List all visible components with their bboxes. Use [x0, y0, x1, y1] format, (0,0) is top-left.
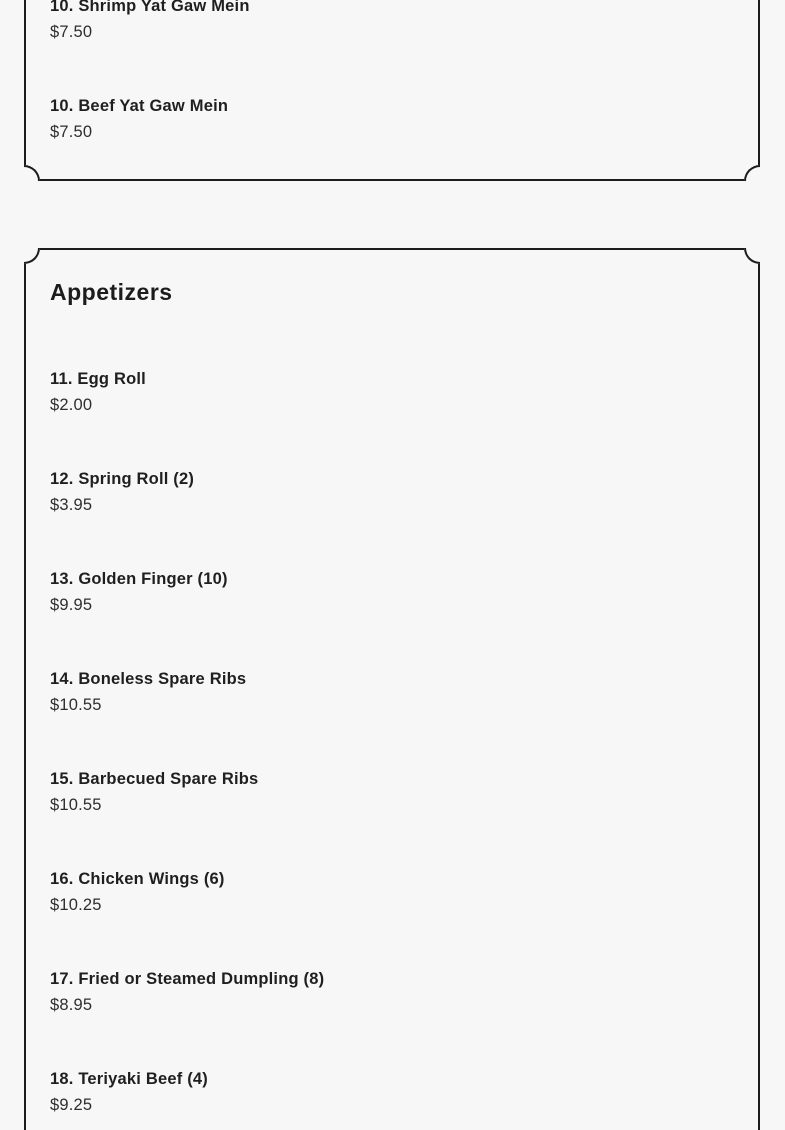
frame-edge-left: [24, 0, 26, 165]
frame-edge-bottom: [40, 179, 744, 181]
frame-edge-right: [758, 0, 760, 165]
menu-item: [50, 1069, 734, 1115]
menu-item: [50, 569, 734, 615]
menu-item: [50, 0, 734, 42]
menu-item-name: 14. Boneless Spare Ribs: [50, 670, 247, 688]
frame-corner-notch-top-right: [744, 248, 760, 264]
menu-item: [50, 369, 734, 415]
frame-edge-right: [758, 264, 760, 1130]
menu-item-name: 11. Egg Roll: [50, 370, 146, 388]
section-item-list: [50, 369, 734, 1115]
menu-item-name: 18. Teriyaki Beef (4): [50, 1070, 208, 1088]
menu-section-card: [24, 248, 760, 1130]
menu-item-name: 13. Golden Finger (10): [50, 570, 228, 588]
menu-item-name: 16. Chicken Wings (6): [50, 870, 225, 888]
section-title: Appetizers: [50, 279, 173, 305]
menu-item-price: $2.00: [50, 396, 93, 414]
menu-item-price: $9.95: [50, 596, 93, 614]
menu-item-price: $10.55: [50, 696, 102, 714]
menu-item-price: $7.50: [50, 23, 93, 41]
menu-item: [50, 869, 734, 915]
frame-corner-notch-bottom-right: [744, 165, 760, 181]
menu-item-price: $7.50: [50, 123, 93, 141]
frame-edge-top: [40, 248, 744, 250]
menu-item-price: $9.25: [50, 1096, 93, 1114]
frame-corner-notch-bottom-left: [24, 165, 40, 181]
menu-item-name: 10. Beef Yat Gaw Mein: [50, 97, 229, 115]
menu-section-card: [24, 0, 760, 181]
menu-item-price: $10.25: [50, 896, 102, 914]
menu-item-name: 10. Shrimp Yat Gaw Mein: [50, 0, 250, 15]
menu-item: [50, 669, 734, 715]
menu-item-name: 12. Spring Roll (2): [50, 470, 195, 488]
menu-item-name: 15. Barbecued Spare Ribs: [50, 770, 259, 788]
menu-item-price: $10.55: [50, 796, 102, 814]
frame-edge-left: [24, 264, 26, 1130]
menu-item: [50, 96, 734, 142]
frame-corner-notch-top-left: [24, 248, 40, 264]
menu-item: [50, 769, 734, 815]
menu-item-price: $8.95: [50, 996, 93, 1014]
menu-item-price: $3.95: [50, 496, 93, 514]
menu-item: [50, 969, 734, 1015]
menu-item-name: 17. Fried or Steamed Dumpling (8): [50, 970, 325, 988]
section-item-list: [50, 0, 734, 142]
menu-item: [50, 469, 734, 515]
